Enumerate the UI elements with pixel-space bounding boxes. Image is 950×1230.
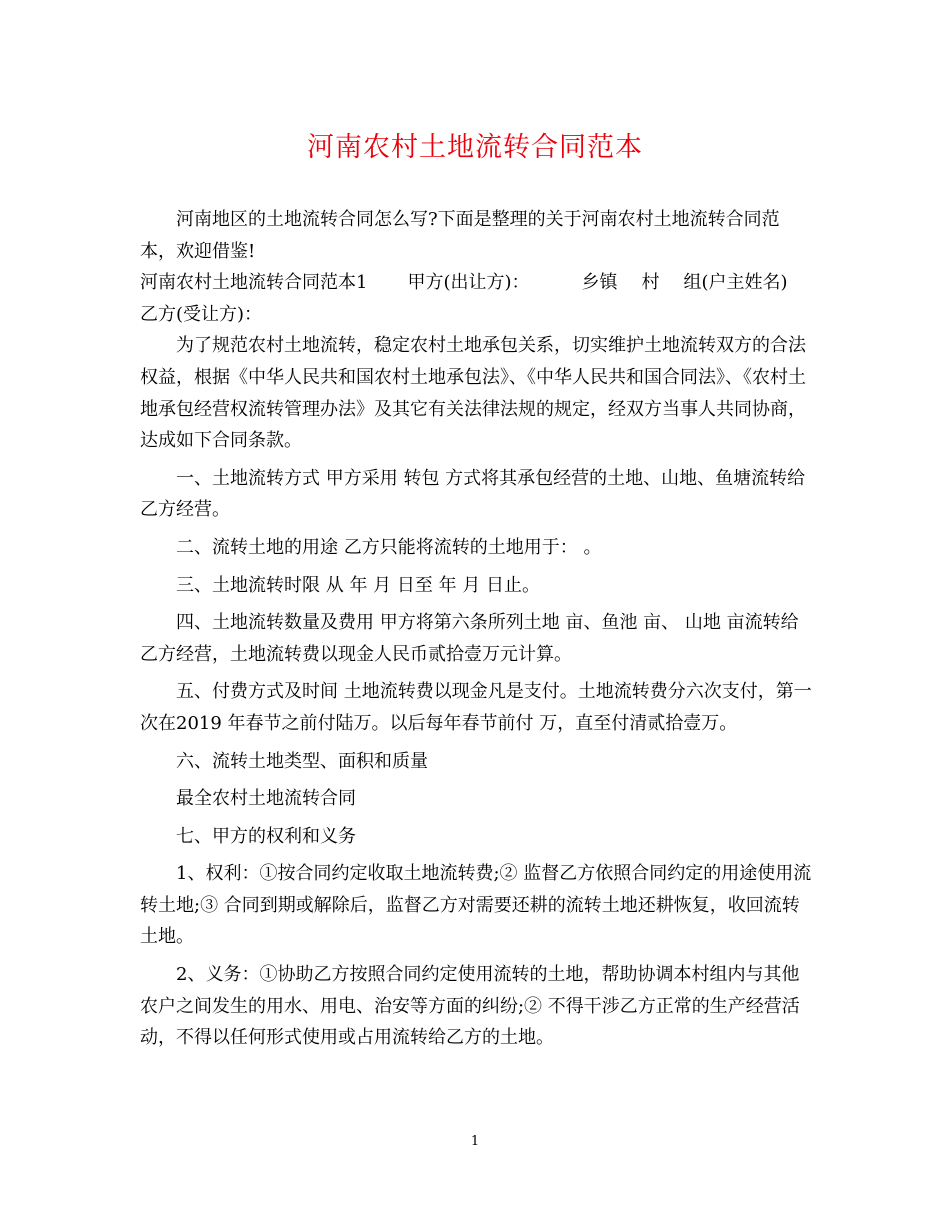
clause-6: 六、流转土地类型、面积和质量 xyxy=(176,750,428,772)
document-title: 河南农村土地流转合同范本 xyxy=(307,132,643,163)
group-label: 组(户主姓名) xyxy=(683,272,788,294)
town-label: 乡镇 xyxy=(581,272,618,294)
contract-name: 河南农村土地流转合同范本1 xyxy=(140,272,368,294)
clause-7-duties: 2、义务：①协助乙方按照合同约定使用流转的土地，帮助协调本村组内与其他农户之间发生的用水、用电、治安等方面的纠纷;② 不得干涉乙方正常的生产经营活动，不得以任何形式使用或占用流转给乙方的土地。 xyxy=(140,964,800,1049)
party-a-label: 甲方(出让方)： xyxy=(407,272,530,294)
intro-paragraph: 河南地区的土地流转合同怎么写?下面是整理的关于河南农村土地流转合同范本，欢迎借鉴! xyxy=(140,209,780,262)
clause-2: 二、流转土地的用途 乙方只能将流转的土地用于： 。 xyxy=(176,536,602,558)
party-b-label: 乙方(受让方)： xyxy=(140,303,263,325)
clause-7: 七、甲方的权利和义务 xyxy=(176,825,356,847)
village-label: 村 xyxy=(641,272,660,294)
preamble-paragraph: 为了规范农村土地流转，稳定农村土地承包关系，切实维护土地流转双方的合法权益，根据《中华人民共和国农村土地承包法》、《中华人民共和国合同法》、《农村土地承包经营权流转管理办法》及其它有关法律法规的规定，经双方当事人共同协商，达成如下合同条款。 xyxy=(140,335,806,452)
parties-line xyxy=(140,267,812,299)
clause-3: 三、土地流转时限 从 年 月 日至 年 月 日止。 xyxy=(176,574,541,596)
clause-1: 一、土地流转方式 甲方采用 转包 方式将其承包经营的土地、山地、鱼塘流转给乙方经营。 xyxy=(140,467,806,521)
document-body xyxy=(140,204,812,1054)
clause-5: 五、付费方式及时间 土地流转费以现金凡是支付。土地流转费分六次支付，第一次在2019 年春节之前付陆万。以后每年春节前付 万，直至付清贰拾壹万。 xyxy=(140,681,812,734)
clause-4: 四、土地流转数量及费用 甲方将第六条所列土地 亩、鱼池 亩、 山地 亩流转给乙方经营，土地流转费以现金人民币贰拾壹万元计算。 xyxy=(140,612,799,665)
clause-6-note: 最全农村土地流转合同 xyxy=(176,788,356,810)
clause-7-rights: 1、权利：①按合同约定收取土地流转费;② 监督乙方依照合同约定的用途使用流转土地;③ 合同到期或解除后，监督乙方对需要还耕的流转土地还耕恢复，收回流转土地。 xyxy=(140,863,812,948)
page-number: 1 xyxy=(470,1134,480,1149)
